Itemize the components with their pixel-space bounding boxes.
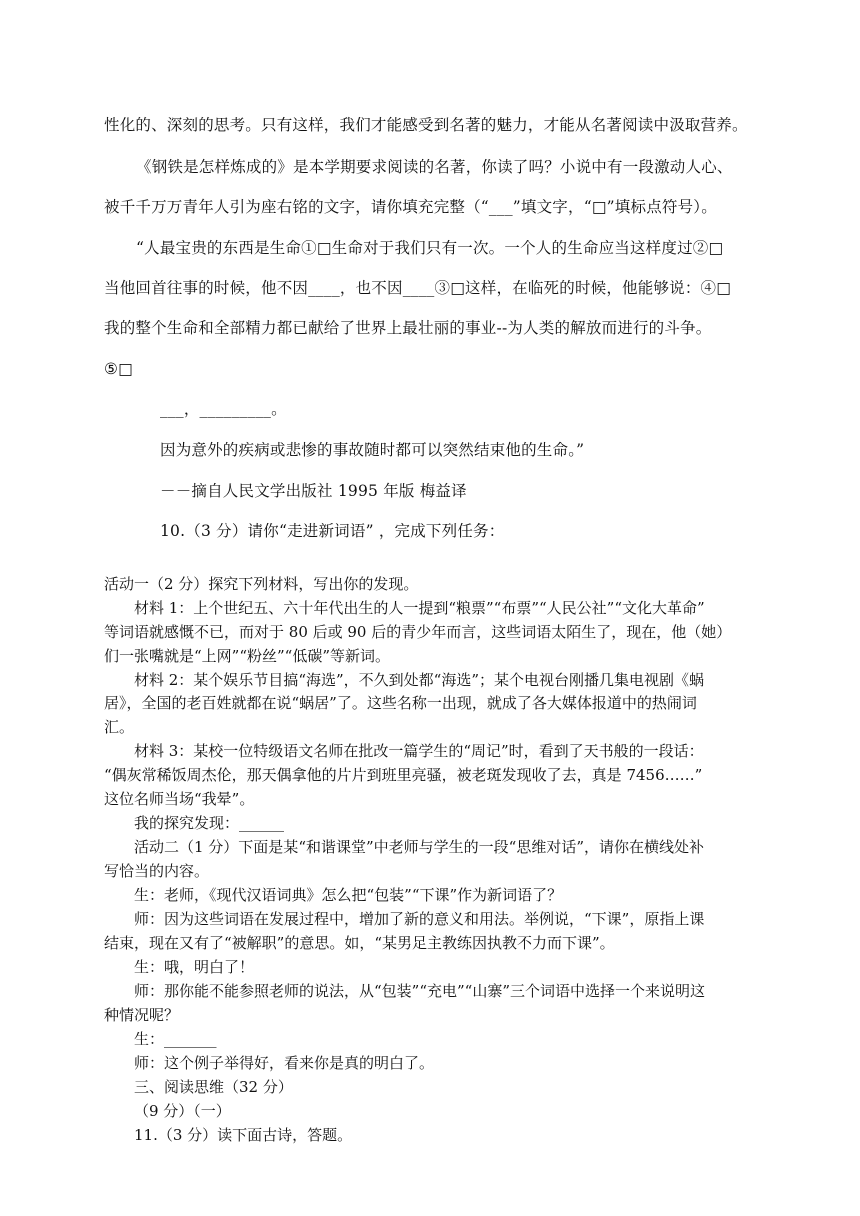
citation-line: －－摘自人民文学出版社 1995 年版 梅益译	[160, 482, 467, 500]
section-subheading: （9 分）（一）	[134, 1102, 231, 1120]
text-line: 当他回首往事的时候，他不因____，也不因____③□这样，在临死的时候，他能够说：④□	[104, 279, 732, 297]
activity-heading: 活动二（1 分）下面是某“和谐课堂”中老师与学生的一段“思维对话”，请你在横线处补	[134, 838, 704, 856]
text-line: 师：因为这些词语在发展过程中，增加了新的意义和用法。举例说，“下课”，原指上课	[134, 910, 705, 928]
text-line: 这位名师当场“我晕”。	[104, 790, 255, 808]
text-line: 我的整个生命和全部精力都已献给了世界上最壮丽的事业--为人类的解放而进行的斗争。	[104, 319, 712, 337]
text-line: 因为意外的疾病或悲惨的事故随时都可以突然结束他的生命。”	[160, 441, 585, 459]
text-line: 汇。	[104, 718, 135, 736]
text-line: 等词语就感慨不已，而对于 80 后或 90 后的青少年而言，这些词语太陌生了，现在，他（她）	[104, 623, 732, 641]
text-line: 种情况呢？	[104, 1006, 180, 1024]
activity-heading: 活动一（2 分）探究下列材料，写出你的发现。	[104, 575, 419, 593]
text-line: ⑤□	[104, 360, 133, 378]
answer-blank-line: ___，_________。	[160, 400, 287, 418]
text-line: 生：老师，《现代汉语词典》怎么把“包装”“下课”作为新词语了？	[134, 886, 563, 904]
text-line: 居》，全国的老百姓就都在说“蜗居”了。这些名称一出现，就成了各大媒体报道中的热闹词	[104, 694, 697, 712]
text-line: “人最宝贵的东西是生命①□生命对于我们只有一次。一个人的生命应当这样度过②□	[136, 239, 724, 257]
answer-blank-line: 生：_______	[134, 1030, 217, 1048]
text-line: 材料 2：某个娱乐节目搞“海选”，不久到处都“海选”；某个电视台刚播几集电视剧《蜗	[134, 671, 704, 689]
text-line: 写恰当的内容。	[104, 862, 210, 880]
text-line: 结束，现在又有了“被解职”的意思。如，“某男足主教练因执教不力而下课”。	[104, 934, 615, 952]
answer-blank-line: 我的探究发现：______	[134, 814, 285, 832]
text-line: 《钢铁是怎样炼成的》是本学期要求阅读的名著，你读了吗？小说中有一段激动人心、	[136, 158, 733, 176]
text-line: 性化的、深刻的思考。只有这样，我们才能感受到名著的魅力，才能从名著阅读中汲取营养。	[104, 116, 748, 134]
text-line: 们一张嘴就是“上网”“粉丝”“低碳”等新词。	[104, 647, 391, 665]
question-heading: 10.（3 分）请你“走进新词语” ，完成下列任务：	[160, 522, 505, 540]
text-line: 被千千万万青年人引为座右铭的文字，请你填充完整（“___”填文字，“□”填标点符号）。	[104, 198, 717, 216]
question-heading: 11.（3 分）读下面古诗，答题。	[134, 1126, 353, 1144]
text-line: 材料 3：某校一位特级语文名师在批改一篇学生的“周记”时，看到了天书般的一段话：	[134, 742, 704, 760]
text-line: 师：那你能不能参照老师的说法，从“包装”“充电”“山寨”三个词语中选择一个来说明这	[134, 982, 706, 1000]
section-heading: 三、阅读思维（32 分）	[134, 1078, 293, 1096]
text-line: 师：这个例子举得好，看来你是真的明白了。	[134, 1054, 435, 1072]
text-line: “偶灰常稀饭周杰伦，那天偶拿他的片片到班里亮骚，被老斑发现收了去，真是 7456……”	[104, 766, 703, 784]
text-line: 材料 1：上个世纪五、六十年代出生的人一提到“粮票”“布票”“人民公社”“文化大革命”	[134, 599, 705, 617]
text-line: 生：哦，明白了！	[134, 958, 255, 976]
